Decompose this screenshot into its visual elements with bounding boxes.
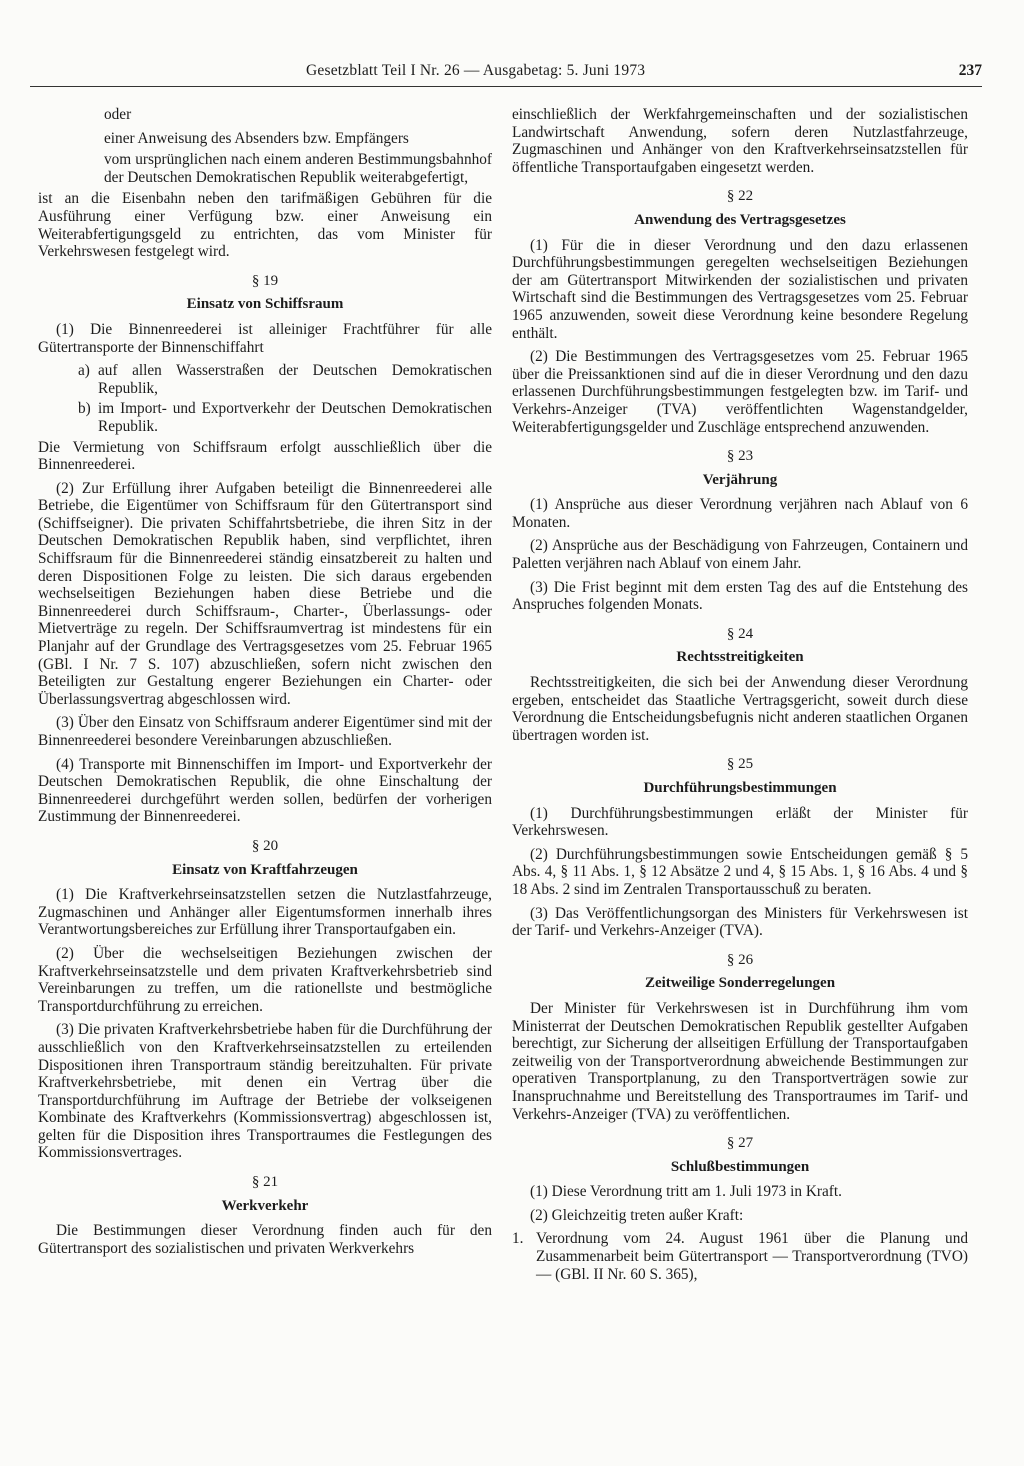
s19-item-a — [38, 362, 492, 397]
s23-paragraph-3: (3) Die Frist beginnt mit dem ersten Tag des auf die Entstehung des Anspruches folgenden Monats. — [512, 578, 968, 614]
s19-paragraph-1b: Die Vermietung von Schiffsraum erfolgt ausschließlich über die Binnenreederei. — [38, 438, 492, 474]
section-23-number: § 23 — [726, 448, 754, 465]
s19-paragraph-2: (2) Zur Erfüllung ihrer Aufgaben beteiligt die Binnenreederei alle Betriebe, die Eigentümer von Schiffsraum für den Gütertransport sind (Schiffseigner). Die privaten Schiffahrtsbetriebe, die ihren Sitz in der Deutschen Demokratischen Republik haben, sind verpflichtet, ihren Schiffsraum für die Binnenreederei ständig einsatzbereit zu halten und deren Dispositionen Folge zu leisten. Die sich daraus ergebenden wechselseitigen Beziehungen haben diese Betriebe und die Binnenreederei durch Schiffsraum-, Charter-, Überlassungs- oder Mietverträge zu regeln. Der Schiffsraumvertrag ist mindestens für ein Planjahr auf der Grundlage des Vertragsgesetzes vom 25. Februar 1965 (GBl. I Nr. 7 S. 107) abzuschließen, sofern nicht zwischen den Beteiligten zur Gestaltung engerer Beziehungen ein Charter- oder Überlassungsvertrag abgeschlossen wird. — [38, 479, 492, 708]
text-intro-1: einer Anweisung des Absenders bzw. Empfängers — [104, 129, 409, 147]
section-22-number: § 22 — [726, 188, 754, 205]
s20-paragraph-1: (1) Die Kraftverkehrseinsatzstellen setzen die Nutzlastfahrzeuge, Zugmaschinen und Anhänger aller Eigentumsformen innerhalb ihres Verantwortungsbereiches zur Erfüllung ihrer Transportaufgaben ein. — [38, 886, 492, 939]
s22-paragraph-2: (2) Die Bestimmungen des Vertragsgesetzes vom 25. Februar 1965 über die Preissanktionen sind auf die in dieser Verordnung und den dazu erlassenen Durchführungsbestimmungen festgelegten bzw. im Tarif- und Verkehrs-Anzeiger (TVA) veröffentlichten Wagenstandgelder, Weiterabfertigungsgelder und Zuschläge entsprechend anzuwenden. — [512, 348, 968, 436]
s19-item-b-text: im Import- und Exportverkehr der Deutschen Demokratischen Republik. — [98, 400, 492, 435]
s19-paragraph-3: (3) Über den Einsatz von Schiffsraum anderer Eigentümer sind mit der Binnenreederei besondere Vereinbarungen abzuschließen. — [38, 714, 492, 749]
header-rule — [30, 86, 982, 87]
s25-paragraph-1: (1) Durchführungsbestimmungen erläßt der Minister für Verkehrswesen. — [512, 804, 968, 840]
s20-paragraph-2: (2) Über die wechselseitigen Beziehungen zwischen der Kraftverkehrseinsatzstelle und dem privaten Kraftverkehrsbetrieb sind Vereinbarungen zu treffen, um die rationellste und bestmögliche Transportdurchführung zu erreichen. — [38, 944, 492, 1015]
s22-paragraph-1: (1) Für die in dieser Verordnung und den dazu erlassenen Durchführungsbestimmungen geregelten wechselseitigen Beziehungen der am Gütertransport Mitwirkenden der sozialistischen und privaten Wirtschaft sind die Bestimmungen des Vertragsgesetzes vom 25. Februar 1965 anzuwenden, soweit diese Verordnung keine besondere Regelung enthält. — [512, 236, 968, 342]
section-24-number: § 24 — [726, 625, 754, 642]
text-oder: oder — [104, 106, 132, 123]
page-number: 237 — [958, 62, 982, 79]
section-25-number: § 25 — [726, 756, 754, 773]
s20-paragraph-3: (3) Die privaten Kraftverkehrsbetriebe haben für die Durchführung der ausschließlich von den Kraftverkehrseinsatzstellen zu erteilenden Dispositionen ihren Transportraum ständig bereitzuhalten. Für private Kraftverkehrsbetriebe, mit denen ein Vertrag über die Transportdurchführung im Auftrage der Betriebe der volkseigenen Kombinate des Kraftverkehrs (Kommissionsvertrag) abgeschlossen ist, gelten für die Disposition ihres Transportraumes die Festlegungen des Kommissionsvertrages. — [38, 1021, 492, 1162]
section-26-number: § 26 — [726, 951, 754, 968]
gazette-title: Gesetzblatt Teil I Nr. 26 — Ausgabetag: 5. Juni 1973 — [306, 62, 646, 79]
s23-paragraph-2: (2) Ansprüche aus der Beschädigung von Fahrzeugen, Containern und Paletten verjähren nach Ablauf von einem Jahr. — [512, 537, 968, 573]
s19-item-a-label: a) — [78, 362, 90, 380]
section-25-title: Durchführungsbestimmungen — [643, 780, 837, 796]
s21-paragraph-1: Die Bestimmungen dieser Verordnung finden auch für den Gütertransport des sozialistischen und privaten Werkverkehrs — [38, 1222, 492, 1257]
section-27-number: § 27 — [726, 1135, 754, 1152]
s19-item-b — [38, 400, 492, 435]
section-27-title: Schlußbestimmungen — [670, 1158, 810, 1175]
section-21-number: § 21 — [251, 1174, 279, 1191]
section-24-title: Rechtsstreitigkeiten — [676, 649, 804, 666]
s19-item-a-text: auf allen Wasserstraßen der Deutschen Demokratischen Republik, — [98, 362, 492, 397]
section-20-number: § 20 — [251, 837, 279, 854]
s26-paragraph-1: Der Minister für Verkehrswesen ist in Durchführung ihm vom Ministerrat der Deutschen Demokratischen Republik gestellter Aufgaben berechtigt, zur Sicherung der allseitigen Erfüllung der Transportaufgaben zeitweilig von der Transportverordnung abweichende Bestimmungen zur operativen Transportplanung, zu den Transportverträgen sowie zur Inanspruchnahme und Bereitstellung des Transportraumes im Tarif- und Verkehrs-Anzeiger (TVA) zu veröffentlichen. — [512, 999, 968, 1123]
section-23-title: Verjährung — [702, 471, 778, 488]
s21-continuation: einschließlich der Werkfahrgemeinschaften und der sozialistischen Landwirtschaft Anwendung, sofern deren Nutzlastfahrzeuge, Zugmaschinen und Anhänger von den Kraftverkehrseinsatzstellen für öffentliche Transportaufgaben eingesetzt werden. — [512, 106, 968, 176]
s27-list-item-1-label: 1. — [512, 1230, 524, 1248]
page-header — [30, 62, 982, 84]
s27-list-item-1-text: Verordnung vom 24. August 1961 über die Planung und Zusammenarbeit beim Gütertransport — Transportverordnung (TVO) — (GBl. II Nr. 60 S. 365), — [536, 1230, 968, 1283]
s23-paragraph-1: (1) Ansprüche aus dieser Verordnung verjähren nach Ablauf von 6 Monaten. — [512, 496, 968, 531]
section-22-title: Anwendung des Vertragsgesetzes — [634, 211, 846, 228]
text-intro-3: ist an die Eisenbahn neben den tarifmäßigen Gebühren für die Ausführung einer Verfügung bzw. einer Anweisung ein Weiterabfertigungsgeld zu entrichten, das vom Minister für Verkehrswesen festgelegt wird. — [38, 190, 492, 261]
section-21-title: Werkverkehr — [221, 1197, 309, 1214]
s25-paragraph-3: (3) Das Veröffentlichungsorgan des Ministers für Verkehrswesen ist der Tarif- und Verkehrs-Anzeiger (TVA). — [512, 904, 968, 940]
s27-list-item-1 — [512, 1230, 968, 1283]
s25-paragraph-2: (2) Durchführungsbestimmungen sowie Entscheidungen gemäß § 5 Abs. 4, § 11 Abs. 1, § 12 Absätze 2 und 4, § 15 Abs. 1, § 16 Abs. 4 und § 18 Abs. 2 sind im Zentralen Transportausschuß zu beraten. — [512, 845, 968, 898]
s19-paragraph-1: (1) Die Binnenreederei ist alleiniger Frachtführer für alle Gütertransporte der Binnenschiffahrt — [38, 320, 492, 356]
s19-item-b-label: b) — [78, 400, 91, 418]
s24-paragraph-1: Rechtsstreitigkeiten, die sich bei der Anwendung dieser Verordnung ergeben, entscheidet das Staatliche Vertragsgericht, soweit durch diese Verordnung die Entscheidungsbefugnis nicht anderen staatlichen Organen übertragen worden ist. — [512, 674, 968, 744]
s19-paragraph-4: (4) Transporte mit Binnenschiffen im Import- und Exportverkehr der Deutschen Demokratischen Republik, die ohne Einschaltung der Binnenreederei durchgeführt werden sollen, bedürfen der vorherigen Zustimmung der Binnenreederei. — [38, 755, 492, 826]
section-26-title: Zeitweilige Sonderregelungen — [644, 975, 836, 992]
section-19-title: Einsatz von Schiffsraum — [186, 296, 344, 313]
s27-paragraph-1: (1) Diese Verordnung tritt am 1. Juli 1973 in Kraft. — [530, 1183, 842, 1201]
left-column — [38, 106, 492, 1263]
section-19-number: § 19 — [251, 272, 279, 289]
text-intro-2: vom ursprünglichen nach einem anderen Bestimmungsbahnhof der Deutschen Demokratischen Republik weiterabgefertigt, — [104, 151, 492, 186]
section-20-title: Einsatz von Kraftfahrzeugen — [172, 861, 358, 878]
right-column — [512, 106, 968, 1283]
s27-paragraph-2: (2) Gleichzeitig treten außer Kraft: — [530, 1206, 744, 1224]
